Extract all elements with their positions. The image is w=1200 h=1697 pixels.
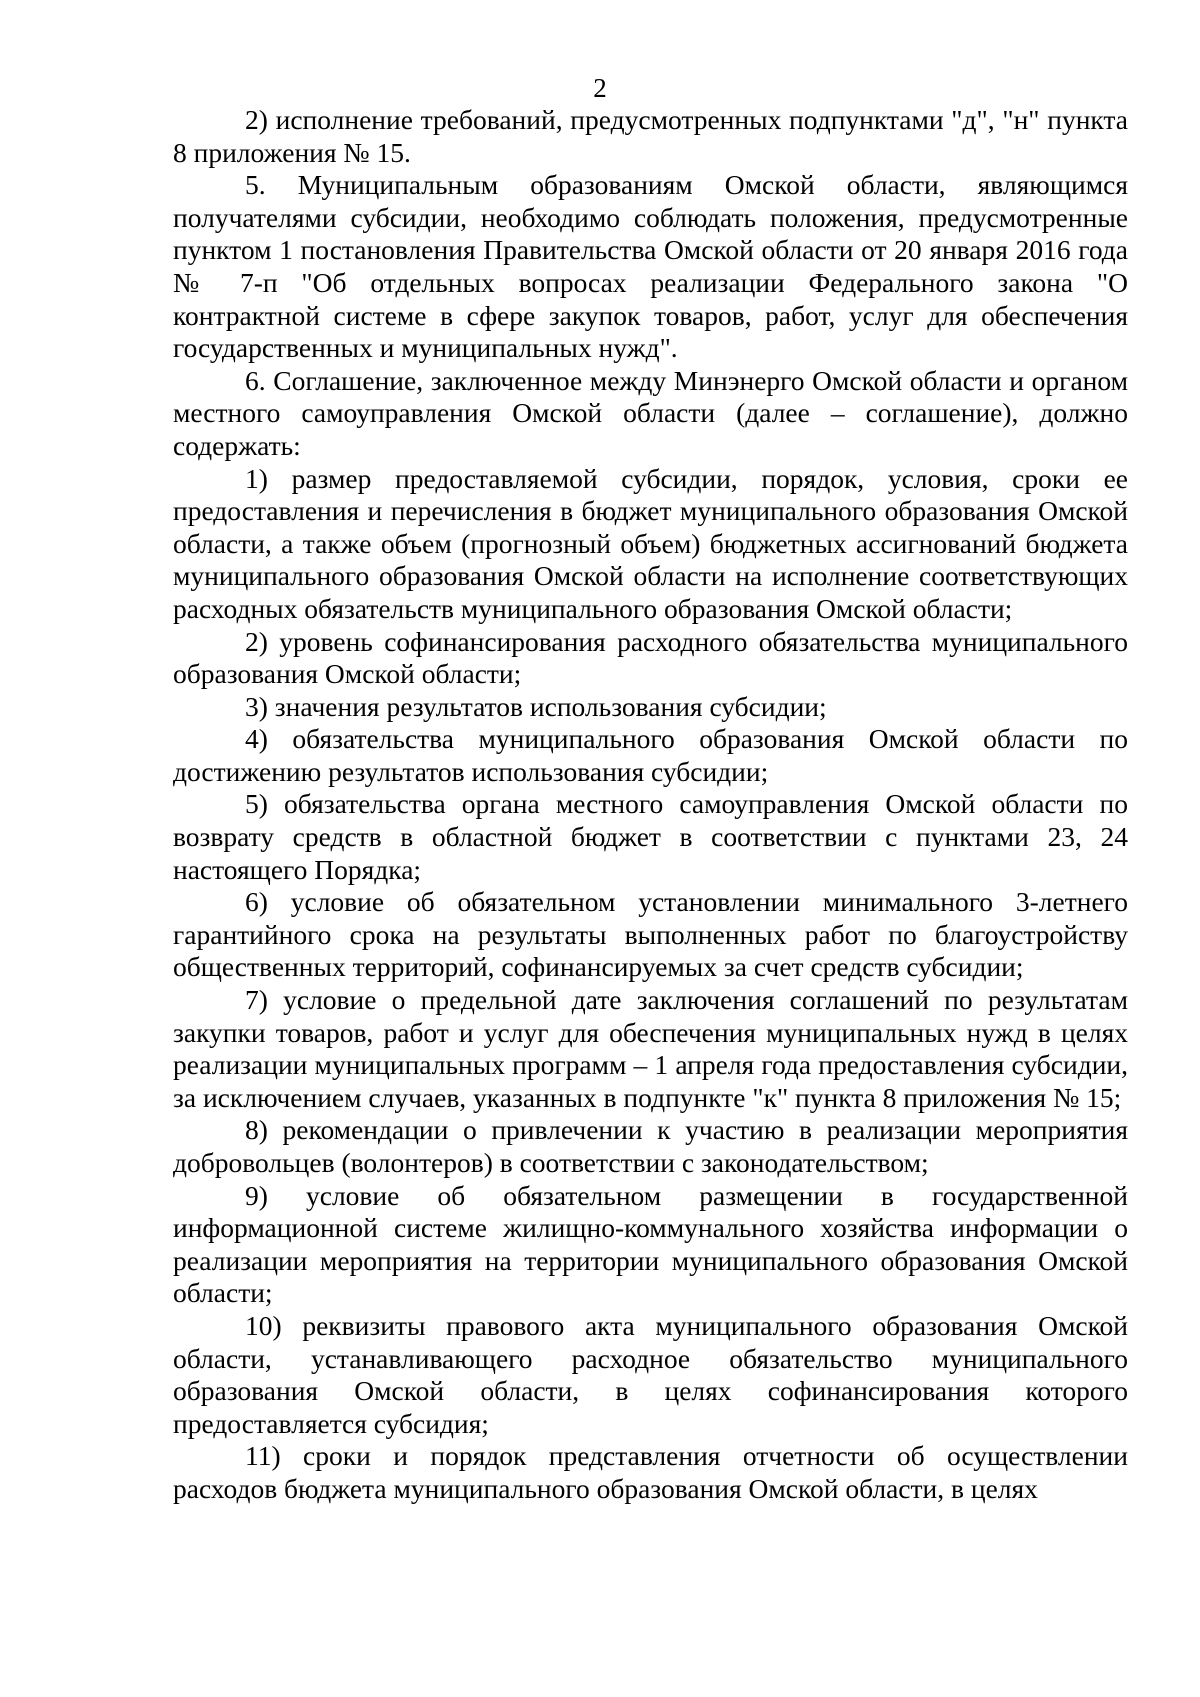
list-item-11: 11) сроки и порядок представления отчетности об осуществлении расходов бюджета муниципального образования Омской области, в целях [173,1440,1128,1504]
list-item-7: 7) условие о предельной дате заключения соглашений по результатам закупки товаров, работ и услуг для обеспечения муниципальных нужд в целях реализации муниципальных программ – 1 апреля года предоставления субсидии, за исключением случаев, указанных в подпункте "к" пункта 8 приложения № 15; [173,984,1128,1113]
list-item-5: 5) обязательства органа местного самоуправления Омской области по возврату средств в областной бюджет в соответствии с пунктами 23, 24 настоящего Порядка; [173,788,1128,885]
paragraph-item-2-requirements: 2) исполнение требований, предусмотренных подпунктами "д", "н" пункта 8 приложения № 15. [173,104,1128,168]
list-item-4: 4) обязательства муниципального образования Омской области по достижению результатов использования субсидии; [173,723,1128,787]
list-item-1: 1) размер предоставляемой субсидии, порядок, условия, сроки ее предоставления и перечисления в бюджет муниципального образования Омской области, а также объем (прогнозный объем) бюджетных ассигнований бюджета муниципального образования Омской области на исполнение соответствующих расходных обязательств муниципального образования Омской области; [173,462,1128,624]
paragraph-6-agreement: 6. Соглашение, заключенное между Минэнерго Омской области и органом местного самоуправления Омской области (далее – соглашение), должно содержать: [173,364,1128,461]
list-item-6: 6) условие об обязательном установлении минимального 3-летнего гарантийного срока на результаты выполненных работ по благоустройству общественных территорий, софинансируемых за счет средств субсидии; [173,886,1128,983]
document-body [173,104,1128,1506]
list-item-10: 10) реквизиты правового акта муниципального образования Омской области, устанавливающего расходное обязательство муниципального образования Омской области, в целях софинансирования которого предоставляется субсидия; [173,1309,1128,1439]
list-item-3: 3) значения результатов использования субсидии; [245,690,827,722]
list-item-2: 2) уровень софинансирования расходного обязательства муниципального образования Омской области; [173,625,1128,690]
paragraph-5-municipal-obligations: 5. Муниципальным образованиям Омской области, являющимся получателями субсидии, необходимо соблюдать положения, предусмотренные пунктом 1 постановления Правительства Омской области от 20 января 2016 года № 7-п "Об отдельных вопросах реализации Федерального закона "О контрактной системе в сфере закупок товаров, работ, услуг для обеспечения государственных и муниципальных нужд". [173,169,1128,364]
page-number: 2 [593,73,607,103]
list-item-9: 9) условие об обязательном размещении в государственной информационной системе жилищно-коммунального хозяйства информации о реализации мероприятия на территории муниципального образования Омской области; [173,1179,1128,1309]
list-item-8: 8) рекомендации о привлечении к участию в реализации мероприятия добровольцев (волонтеров) в соответствии с законодательством; [173,1114,1128,1178]
